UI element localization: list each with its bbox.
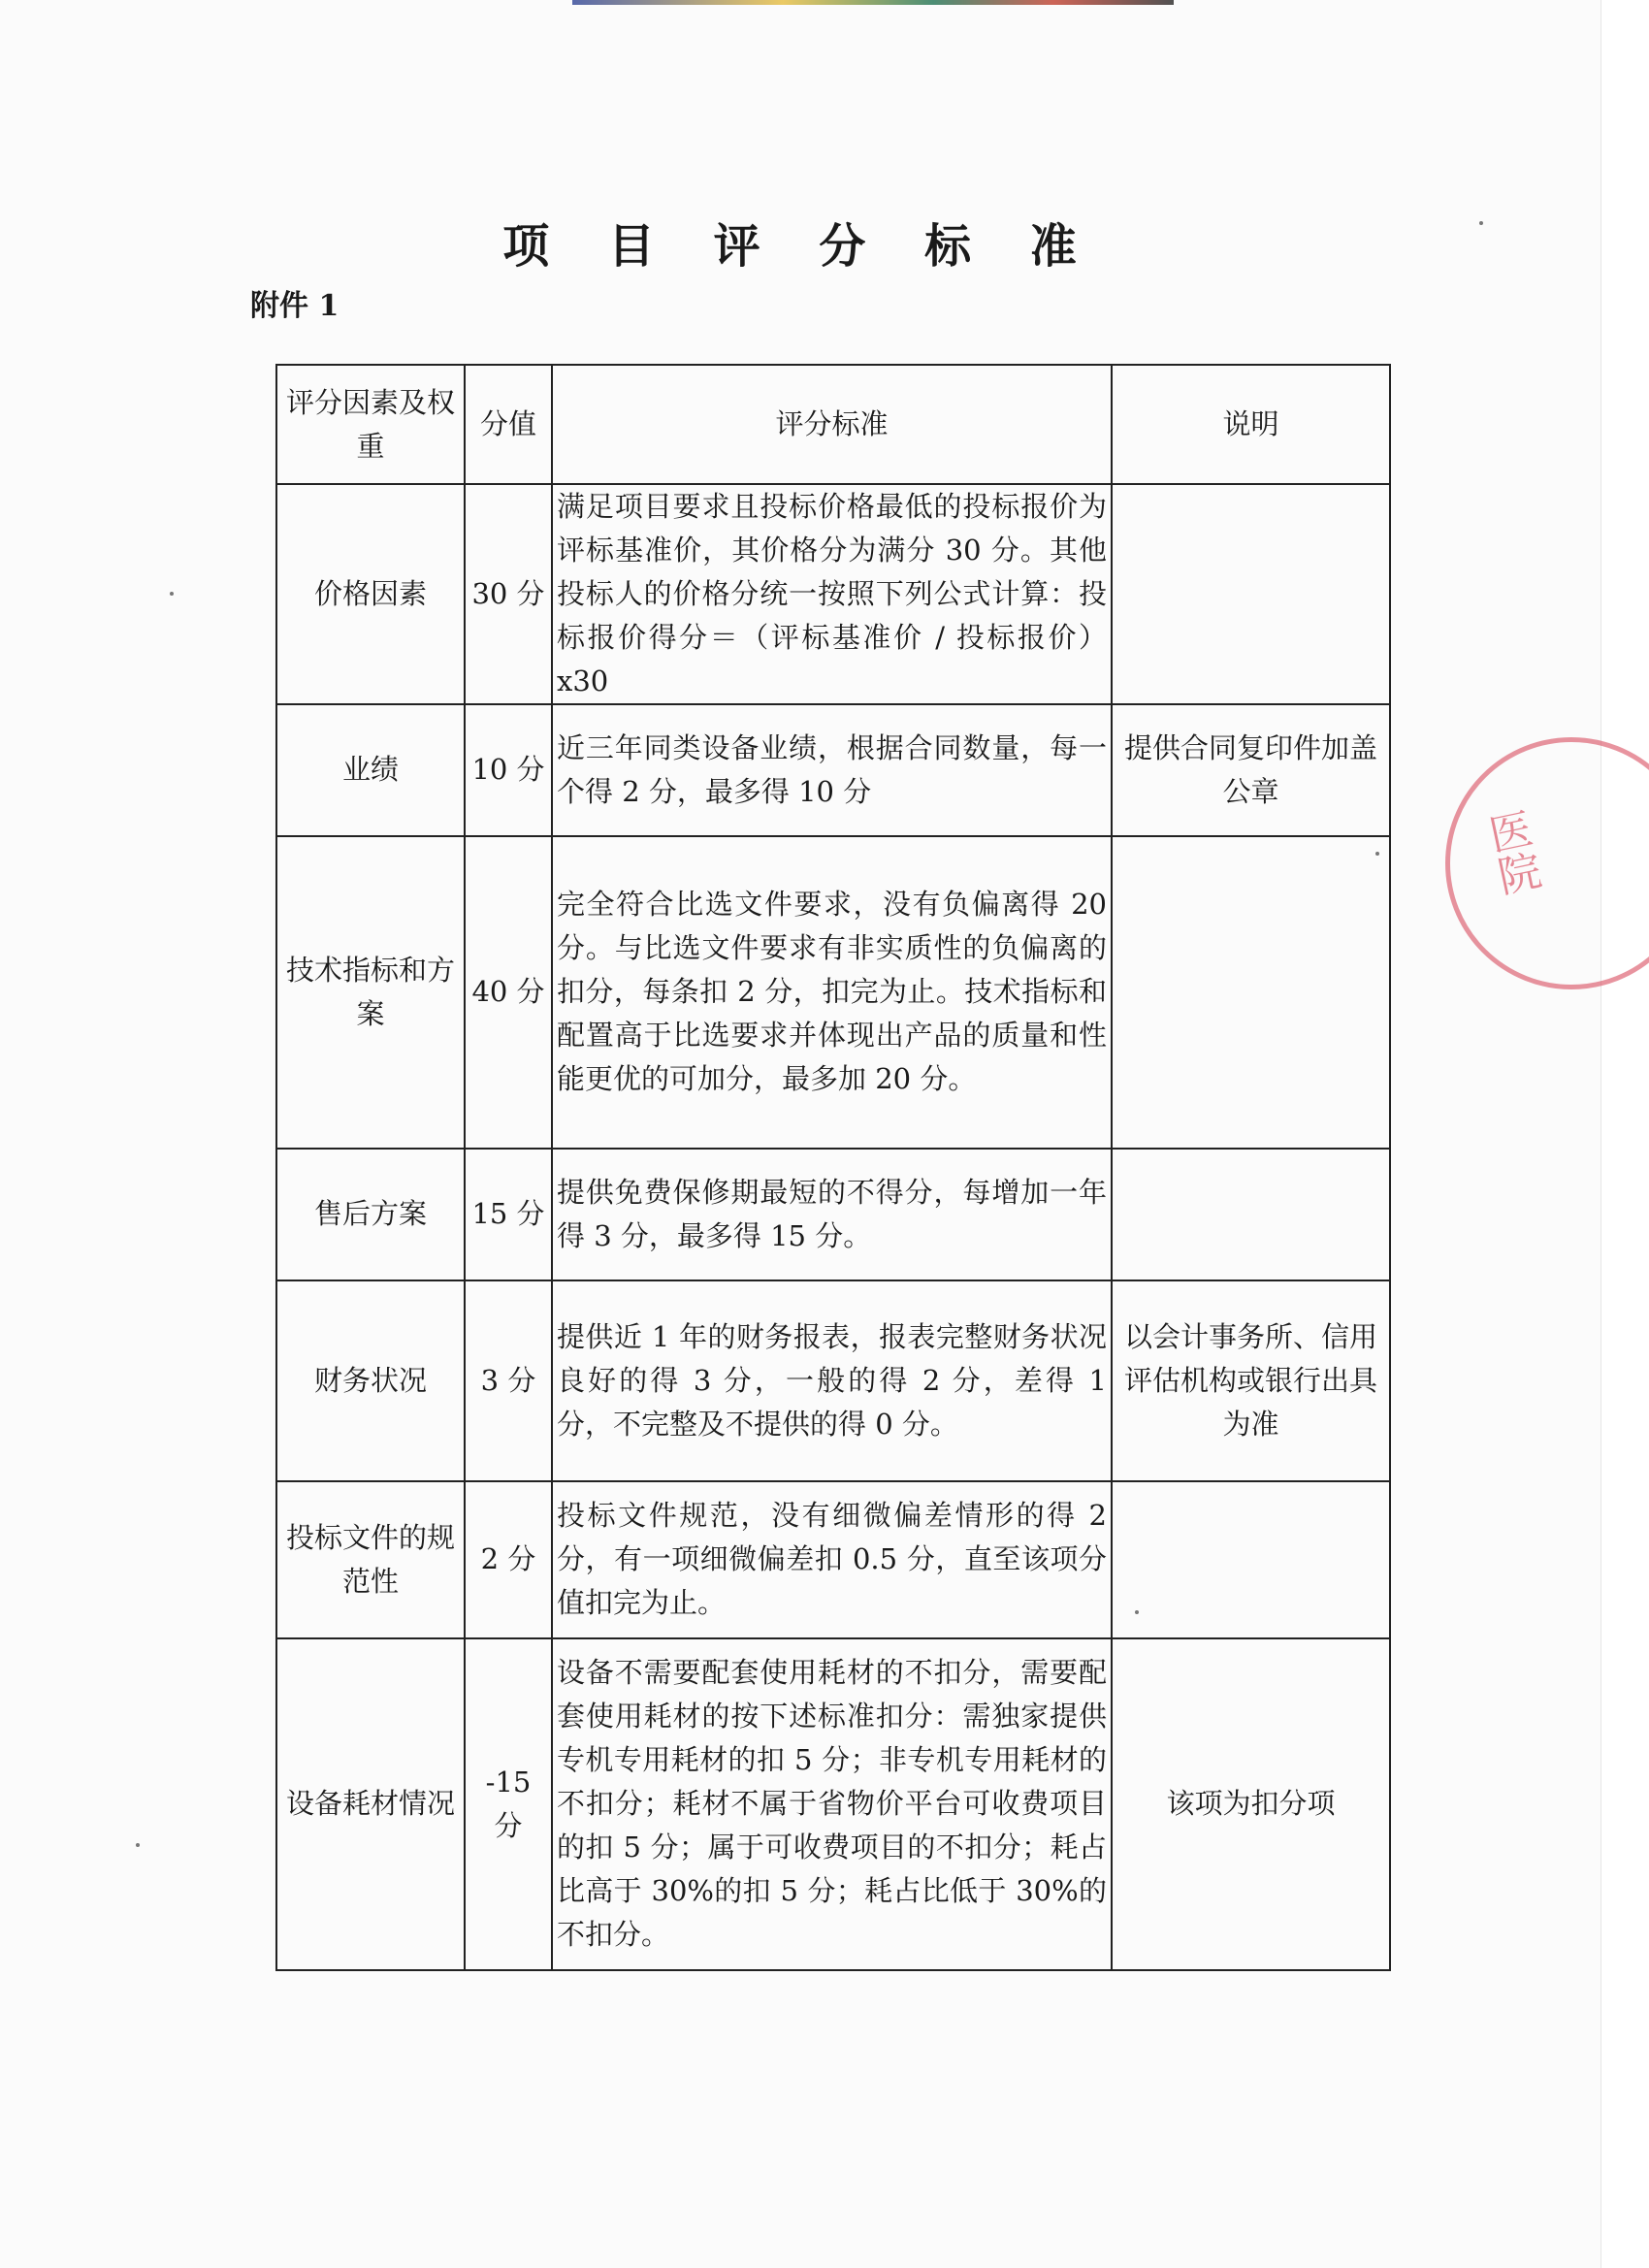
header-factor: 评分因素及权重 — [276, 365, 465, 484]
row-score: 30 分 — [465, 484, 552, 704]
row-note — [1112, 1481, 1390, 1638]
row-score: 2 分 — [465, 1481, 552, 1638]
scan-speck — [170, 592, 174, 596]
row-criteria: 满足项目要求且投标价格最低的投标报价为评标基准价，其价格分为满分 30 分。其他投标人的价格分统一按照下列公式计算：投标报价得分＝（评标基准价 / 投标报价）x30 — [552, 484, 1112, 704]
row-factor: 财务状况 — [276, 1280, 465, 1481]
row-criteria: 完全符合比选文件要求，没有负偏离得 20 分。与比选文件要求有非实质性的负偏离的扣分，每条扣 2 分，扣完为止。技术指标和配置高于比选要求并体现出产品的质量和性能更优的可加分，最多加 20 分。 — [552, 836, 1112, 1149]
row-factor: 技术指标和方案 — [276, 836, 465, 1149]
scan-speck — [136, 1843, 140, 1847]
attachment-label: 附件 1 — [250, 289, 340, 323]
scan-speck — [1375, 852, 1379, 856]
row-score: 15 分 — [465, 1149, 552, 1280]
row-note: 提供合同复印件加盖公章 — [1112, 704, 1390, 836]
table-row — [276, 484, 1390, 704]
scan-artifact — [572, 0, 1174, 5]
row-criteria: 近三年同类设备业绩，根据合同数量，每一个得 2 分，最多得 10 分 — [552, 704, 1112, 836]
scan-speck — [1479, 221, 1483, 225]
table-row — [276, 1280, 1390, 1481]
table-row — [276, 1481, 1390, 1638]
table-row — [276, 836, 1390, 1149]
row-score: 3 分 — [465, 1280, 552, 1481]
header-criteria: 评分标准 — [552, 365, 1112, 484]
row-note — [1112, 836, 1390, 1149]
row-factor: 投标文件的规范性 — [276, 1481, 465, 1638]
row-note — [1112, 484, 1390, 704]
row-factor: 售后方案 — [276, 1149, 465, 1280]
row-factor: 价格因素 — [276, 484, 465, 704]
seal-text: 医院 — [1477, 805, 1544, 900]
page-margin — [1601, 0, 1649, 2268]
header-note: 说明 — [1112, 365, 1390, 484]
row-factor: 业绩 — [276, 704, 465, 836]
row-score: -15 分 — [465, 1638, 552, 1970]
row-note: 该项为扣分项 — [1112, 1638, 1390, 1970]
page-title: 项 目 评 分 标 准 — [502, 219, 1098, 274]
header-score: 分值 — [465, 365, 552, 484]
row-note: 以会计事务所、信用评估机构或银行出具为准 — [1112, 1280, 1390, 1481]
row-criteria: 投标文件规范，没有细微偏差情形的得 2 分，有一项细微偏差扣 0.5 分，直至该项分值扣完为止。 — [552, 1481, 1112, 1638]
table-row — [276, 1149, 1390, 1280]
scoring-table — [275, 364, 1391, 1971]
row-criteria: 提供近 1 年的财务报表，报表完整财务状况良好的得 3 分，一般的得 2 分，差得 1 分，不完整及不提供的得 0 分。 — [552, 1280, 1112, 1481]
table-row — [276, 1638, 1390, 1970]
table-row — [276, 704, 1390, 836]
scan-speck — [1135, 1610, 1139, 1614]
row-factor: 设备耗材情况 — [276, 1638, 465, 1970]
row-criteria: 提供免费保修期最短的不得分，每增加一年得 3 分，最多得 15 分。 — [552, 1149, 1112, 1280]
table-header-row — [276, 365, 1390, 484]
row-note — [1112, 1149, 1390, 1280]
row-criteria: 设备不需要配套使用耗材的不扣分，需要配套使用耗材的按下述标准扣分：需独家提供专机专用耗材的扣 5 分；非专机专用耗材的不扣分；耗材不属于省物价平台可收费项目的扣 5 分；属于可收费项目的不扣分；耗占比高于 30%的扣 5 分；耗占比低于 30%的不扣分。 — [552, 1638, 1112, 1970]
row-score: 40 分 — [465, 836, 552, 1149]
row-score: 10 分 — [465, 704, 552, 836]
